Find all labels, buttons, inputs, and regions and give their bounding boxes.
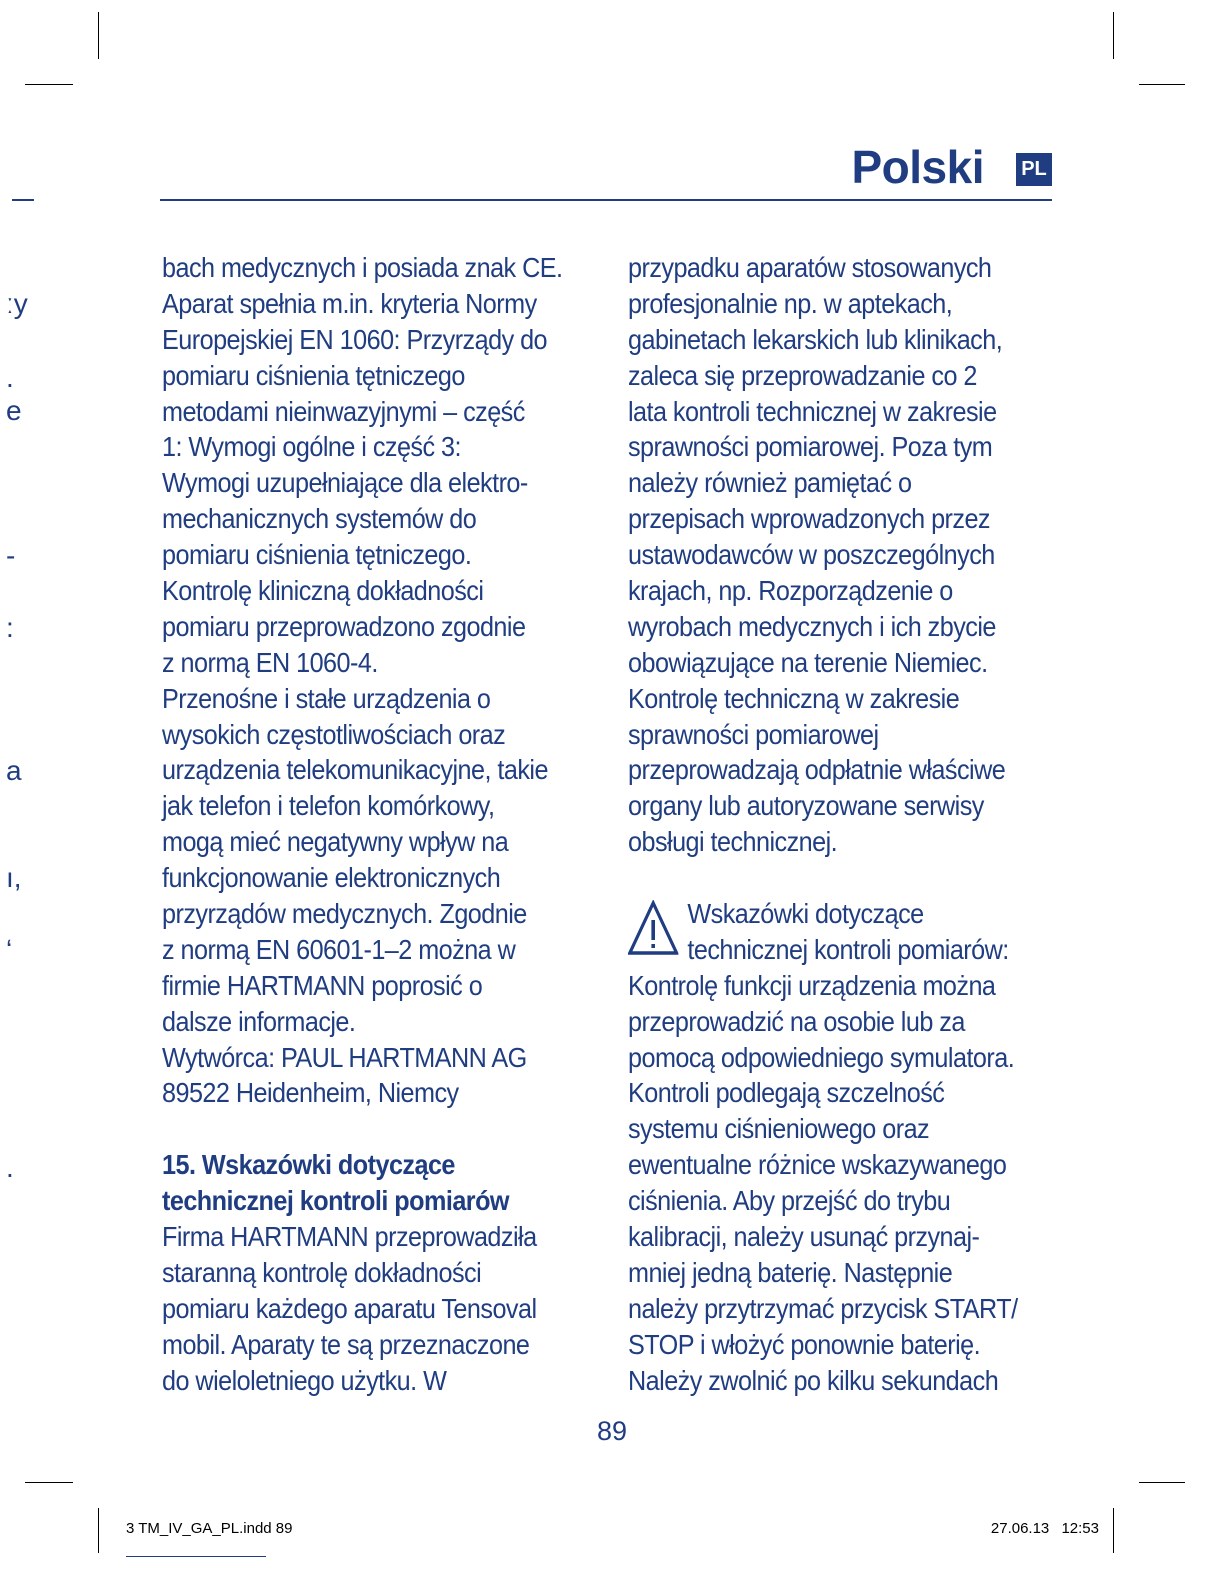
text-line: 1: Wymogi ogólne i część 3: [162,431,461,463]
previous-page-fragment: ʻ [6,935,13,966]
text-line: mniej jedną baterię. Następnie [628,1256,953,1288]
text-line: 89522 Heidenheim, Niemcy [162,1077,459,1109]
text-line: pomiaru każdego aparatu Tensoval [162,1292,537,1324]
right-paragraph-2 [628,968,1018,1399]
text-line: do wieloletniego użytku. W [162,1364,447,1396]
text-line: ustawodawców w poszczególnych [628,539,995,571]
bleed-mark [12,199,34,201]
text-line: pomocą odpowiedniego symulatora. [628,1041,1015,1073]
text-line: Kontrolę kliniczną dokładności [162,575,484,607]
text-line: sprawności pomiarowej. Poza tym [628,431,993,463]
slug-filename: 3 TM_IV_GA_PL.indd 89 [126,1520,293,1537]
paragraph-gap [628,860,1018,896]
crop-mark [25,84,73,85]
slug-time: 12:53 [1061,1520,1099,1537]
section-heading [162,1147,562,1219]
text-line: Kontroli podlegają szczelność [628,1077,945,1109]
left-paragraph-2 [162,1219,562,1398]
text-line: kalibracji, należy usunąć przynaj- [628,1221,980,1253]
text-line: lata kontroli technicznej w zakresie [628,395,997,427]
text-line: profesjonalnie np. w aptekach, [628,287,953,319]
text-line: obowiązujące na terenie Niemiec. [628,646,988,678]
left-paragraph-1 [162,250,562,1111]
text-line: Należy zwolnić po kilku sekundach [628,1364,999,1396]
text-line: obsługi technicznej. [628,826,838,858]
text-line: firmie HARTMANN poprosić o [162,969,483,1001]
text-line: przepisach wprowadzonych przez [628,503,990,535]
previous-page-fragment: . [6,1152,14,1183]
text-line: urządzenia telekomunikacyjne, takie [162,754,548,786]
crop-mark [1113,12,1114,59]
text-line: pomiaru przeprowadzono zgodnie [162,610,526,642]
text-line: staranną kontrolę dokładności [162,1256,482,1288]
text-line: przypadku aparatów stosowanych [628,252,992,283]
text-line: należy przytrzymać przycisk START/ [628,1292,1018,1324]
text-line: Przenośne i stałe urządzenia o [162,682,491,714]
warning-triangle-icon [628,900,678,956]
text-line: przyrządów medycznych. Zgodnie [162,898,527,930]
language-badge: PL [1016,153,1052,186]
previous-page-fragment: ı, [6,862,22,893]
text-line: Wytwórca: PAUL HARTMANN AG [162,1041,527,1073]
text-line: przeprowadzają odpłatnie właściwe [628,754,1006,786]
text-line: gabinetach lekarskich lub klinikach, [628,323,1003,355]
text-line: zaleca się przeprowadzanie co 2 [628,359,977,391]
text-line: wysokich częstotliwościach oraz [162,718,506,750]
text-line: z normą EN 60601-1–2 można w [162,933,516,965]
previous-page-fragment: a [6,755,22,786]
text-line: Kontrolę techniczną w zakresie [628,682,960,714]
text-line: pomiaru ciśnienia tętniczego [162,359,465,391]
crop-mark [1139,1482,1185,1483]
text-line: Europejskiej EN 1060: Przyrządy do [162,323,548,355]
page-title: Polski [851,141,984,193]
text-line: Firma HARTMANN przeprowadziła [162,1221,537,1253]
slug-date: 27.06.13 [990,1520,1050,1537]
warning-heading-block [628,896,1018,968]
text-line: systemu ciśnieniowego oraz [628,1113,930,1145]
text-line: STOP i włożyć ponownie baterię. [628,1328,981,1360]
text-line: Wymogi uzupełniające dla elektro- [162,467,528,499]
previous-page-fragment: e [6,395,22,426]
text-line: należy również pamiętać o [628,467,912,499]
text-line: pomiaru ciśnienia tętniczego. [162,539,472,571]
text-line: wyrobach medycznych i ich zbycie [628,610,996,642]
text-line: ewentualne różnice wskazywanego [628,1149,1007,1181]
crop-mark [98,12,99,59]
text-line: mogą mieć negatywny wpływ na [162,826,509,858]
text-line: sprawności pomiarowej [628,718,879,750]
slug-rule [126,1556,266,1557]
crop-mark [25,1482,73,1483]
text-line: 15. Wskazówki dotyczące [162,1149,455,1181]
text-line: przeprowadzić na osobie lub za [628,1005,965,1037]
text-line: krajach, np. Rozporządzenie o [628,575,953,607]
slug-timestamp [991,1520,1099,1537]
previous-page-fragment: : [6,612,14,643]
page-number: 89 [596,1416,628,1446]
previous-page-fragment: ːy [6,288,28,319]
crop-mark [1139,84,1185,85]
text-line: ciśnienia. Aby przejść do trybu [628,1185,951,1217]
text-line: z normą EN 1060-4. [162,646,378,678]
crop-mark [1113,1508,1114,1553]
text-line: mechanicznych systemów do [162,503,477,535]
right-column [628,250,1018,1399]
text-line: dalsze informacje. [162,1005,356,1037]
paragraph-gap [162,1111,562,1147]
text-line: bach medycznych i posiada znak CE. [162,252,563,283]
previous-page-fragment: - [6,540,16,571]
text-line: technicznej kontroli pomiarów [162,1185,509,1217]
text-line: metodami nieinwazyjnymi – część [162,395,525,427]
text-line: funkcjonowanie elektronicznych [162,862,501,894]
text-line: Kontrolę funkcji urządzenia można [628,969,996,1001]
header-divider [160,199,1052,201]
right-paragraph-1 [628,250,1018,860]
text-line: jak telefon i telefon komórkowy, [162,790,495,822]
text-line: technicznej kontroli pomiarów: [687,933,1009,965]
text-line: mobil. Aparaty te są przeznaczone [162,1328,530,1360]
crop-mark [98,1508,99,1553]
previous-page-fragment: . [6,362,14,393]
text-line: Aparat spełnia m.in. kryteria Normy [162,287,537,319]
text-line: organy lub autoryzowane serwisy [628,790,984,822]
text-line: Wskazówki dotyczące [687,898,924,930]
warning-heading [628,896,1018,968]
left-column [162,250,562,1399]
